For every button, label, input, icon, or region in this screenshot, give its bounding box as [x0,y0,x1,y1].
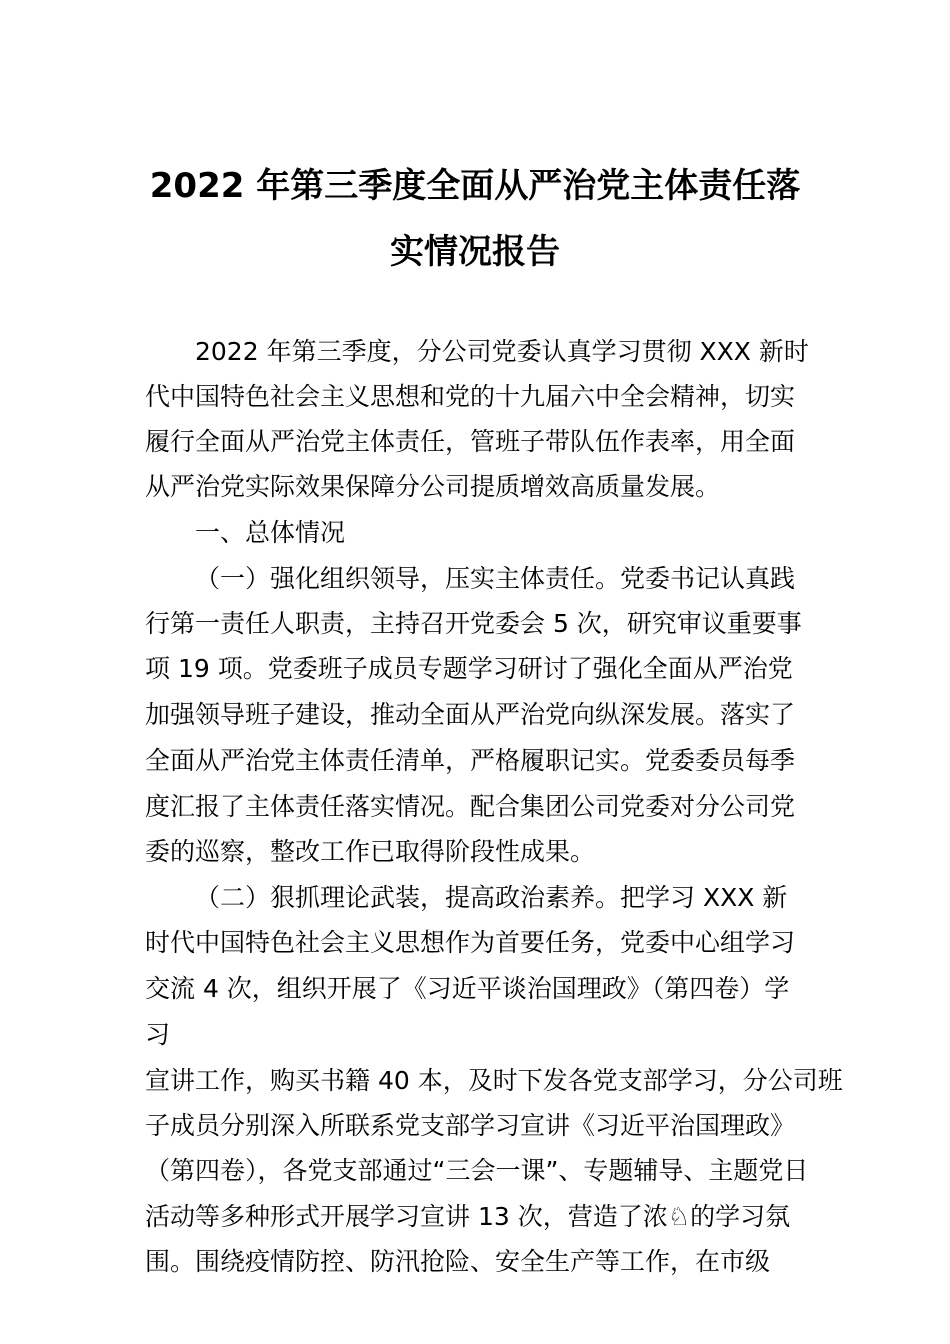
body-line: （一）强化组织领导，压实主体责任。党委书记认真践 [195,564,796,593]
body-line: 加强领导班子建设，推动全面从严治党向纵深发展。落实了 [145,700,796,729]
report-title-line-2: 实情况报告 [390,232,560,272]
body-line: 子成员分别深入所联系党支部学习宣讲《习近平治国理政》 [145,1111,796,1140]
body-line: 从严治党实际效果保障分公司提质增效高质量发展。 [145,472,721,501]
body-line: 习 [145,1020,171,1049]
body-line: （二）狠抓理论武装，提高政治素养。把学习 XXX 新 [195,883,788,912]
body-line: 行第一责任人职责，主持召开党委会 5 次，研究审议重要事 [145,609,802,638]
body-line: （第四卷），各党支部通过“三会一课”、专题辅导、主题党日 [145,1156,809,1185]
body-line: 围。围绕疫情防控、防汛抢险、安全生产等工作，在市级 [145,1247,771,1276]
body-line: 交流 4 次，组织开展了《习近平谈治国理政》（第四卷）学 [145,974,790,1003]
body-line: 代中国特色社会主义思想和党的十九届六中全会精神，切实 [145,382,796,411]
body-line: 2022 年第三季度，分公司党委认真学习贯彻 XXX 新时 [195,337,809,366]
report-title-line-1: 2022 年第三季度全面从严治党主体责任落 [149,166,801,206]
section-heading: 一、总体情况 [195,518,346,547]
body-line: 时代中国特色社会主义思想作为首要任务，党委中心组学习 [145,928,796,957]
body-line: 委的巡察，整改工作已取得阶段性成果。 [145,837,596,866]
body-line: 度汇报了主体责任落实情况。配合集团公司党委对分公司党 [145,792,796,821]
body-line: 全面从严治党主体责任清单，严格履职记实。党委委员每季 [145,746,796,775]
body-line: 项 19 项。党委班子成员专题学习研讨了强化全面从严治党 [145,654,793,683]
body-line: 宣讲工作，购买书籍 40 本，及时下发各党支部学习，分公司班 [145,1066,843,1095]
body-line: 履行全面从严治党主体责任，管班子带队伍作表率，用全面 [145,427,796,456]
body-line: 活动等多种形式开展学习宣讲 13 次，营造了浓♘的学习氛 [145,1202,791,1231]
